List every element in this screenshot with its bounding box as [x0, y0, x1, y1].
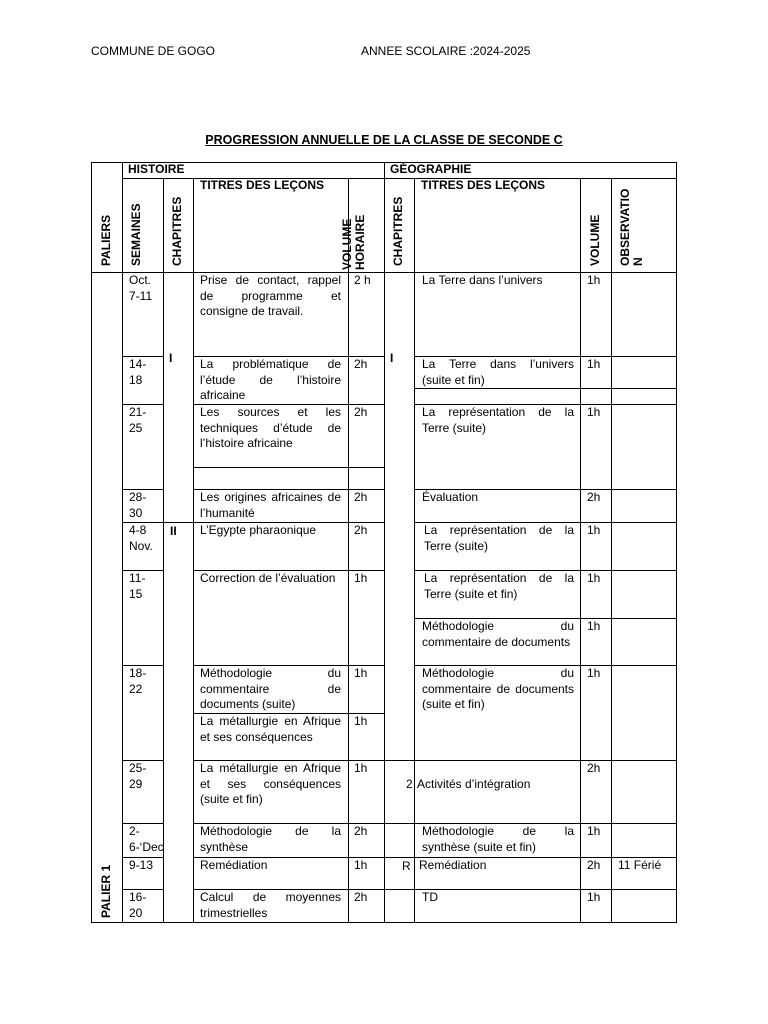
geo-lesson: Méthodologie de la synthèse (suite et fin)	[422, 824, 574, 854]
col-titres-histoire-header: TITRES DES LEÇONS	[200, 178, 325, 192]
chapter-geo-r: R	[402, 859, 411, 873]
week-cell: 16-20	[129, 890, 147, 920]
geo-volume: 1h	[587, 273, 601, 287]
week-cell: 28-30	[129, 490, 147, 520]
week-cell: 14-18	[129, 357, 147, 387]
palier-label: PALIER 1	[99, 864, 113, 918]
chapter-geo-2: 2	[406, 777, 413, 791]
geo-volume: 1h	[587, 824, 601, 838]
histoire-volume: 2h	[354, 824, 368, 838]
geo-volume: 2h	[587, 858, 601, 872]
week-cell: 21-25	[129, 405, 147, 435]
geo-lesson: Méthodologie du commentaire de documents (suite et fin)	[422, 666, 574, 712]
header-commune: COMMUNE DE GOGO	[91, 44, 216, 58]
geo-volume: 2h	[587, 761, 601, 775]
histoire-lesson: La problématique de l’étude de l’histoire africaine	[200, 357, 341, 403]
geo-lesson: La Terre dans l’univers	[422, 273, 543, 287]
histoire-volume: 2h	[354, 357, 368, 371]
col-chapitres-geo-header: CHAPITRES	[391, 196, 405, 266]
observation-cell: 11 Férié	[618, 858, 662, 872]
header-school-year: ANNEE SCOLAIRE :2024-2025	[361, 44, 531, 58]
col-chapitres-header: CHAPITRES	[170, 196, 184, 266]
week-cell: 11-15	[129, 571, 146, 601]
col-observation-header: OBSERVATION	[618, 188, 645, 266]
geo-lesson: TD	[422, 890, 438, 904]
geo-volume: 1h	[587, 619, 601, 633]
week-cell: 2-6-‘Dec	[129, 824, 164, 854]
geo-lesson: La représentation de la Terre (suite)	[422, 405, 574, 435]
col-semaines-header: SEMAINES	[129, 203, 143, 266]
geo-volume: 1h	[587, 523, 601, 537]
geo-volume: 1h	[587, 890, 601, 904]
week-cell: 18-22	[129, 666, 147, 696]
histoire-header: HISTOIRE	[128, 162, 185, 176]
col-volume-horaire-header: VOLUME HORAIRE	[340, 214, 367, 270]
geographie-header: GÉOGRAPHIE	[390, 162, 472, 176]
chapter-histoire-1: I	[169, 351, 173, 365]
geo-lesson: La représentation de la Terre (suite)	[424, 523, 574, 553]
histoire-volume: 2h	[354, 405, 368, 419]
col-titres-geo-header: TITRES DES LEÇONS	[421, 178, 546, 192]
histoire-volume: 1h	[354, 858, 368, 872]
geo-volume: 1h	[587, 571, 601, 585]
histoire-volume: 1h	[354, 714, 368, 728]
histoire-lesson: Méthodologie du commentaire de documents (suite)	[200, 666, 341, 712]
week-cell: 25-29	[129, 761, 147, 791]
document-title: PROGRESSION ANNUELLE DE LA CLASSE DE SECONDE C	[205, 133, 563, 147]
geo-lesson: Activités d’intégration	[417, 777, 531, 791]
histoire-volume: 1h	[354, 761, 368, 775]
geo-volume: 1h	[587, 405, 601, 419]
histoire-lesson: La métallurgie en Afrique et ses conséquences	[200, 714, 341, 744]
histoire-lesson: Les sources et les techniques d’étude de l’histoire africaine	[200, 405, 341, 451]
histoire-lesson: La métallurgie en Afrique et ses conséquences (suite et fin)	[200, 761, 341, 807]
geo-lesson: La Terre dans l’univers (suite et fin)	[422, 357, 574, 387]
geo-volume: 2h	[587, 490, 601, 504]
histoire-lesson: Méthodologie de la synthèse	[200, 824, 341, 854]
week-cell: Oct. 7-11	[129, 273, 153, 303]
geo-volume: 1h	[587, 357, 601, 371]
histoire-volume: 1h	[354, 666, 368, 680]
col-paliers-header: PALIERS	[99, 214, 113, 266]
histoire-volume: 2h	[354, 490, 368, 504]
geo-volume: 1h	[587, 666, 601, 680]
histoire-volume: 2h	[354, 890, 368, 904]
week-cell: 9-13	[129, 858, 154, 872]
chapter-geo-1: I	[390, 351, 394, 365]
histoire-lesson: Calcul de moyennes trimestrielles	[200, 890, 341, 920]
histoire-lesson: Les origines africaines de l’humanité	[200, 490, 341, 520]
histoire-lesson: L’Egypte pharaonique	[200, 523, 317, 537]
histoire-lesson: Correction de l’évaluation	[200, 571, 336, 585]
week-cell: 4-8 Nov.	[129, 523, 153, 553]
geo-lesson: Remédiation	[419, 858, 487, 872]
col-volume-geo-header: VOLUME	[588, 214, 602, 266]
geo-lesson: Méthodologie du commentaire de documents	[422, 619, 574, 649]
geo-lesson: La représentation de la Terre (suite et fin)	[424, 571, 574, 601]
histoire-lesson: Prise de contact, rappel de programme et consigne de travail.	[200, 273, 341, 319]
histoire-volume: 2 h	[354, 273, 371, 287]
geo-lesson: Évaluation	[422, 490, 479, 504]
histoire-volume: 1h	[354, 571, 368, 585]
histoire-lesson: Remédiation	[200, 858, 268, 872]
histoire-volume: 2h	[354, 523, 368, 537]
chapter-histoire-2: II	[170, 524, 177, 538]
